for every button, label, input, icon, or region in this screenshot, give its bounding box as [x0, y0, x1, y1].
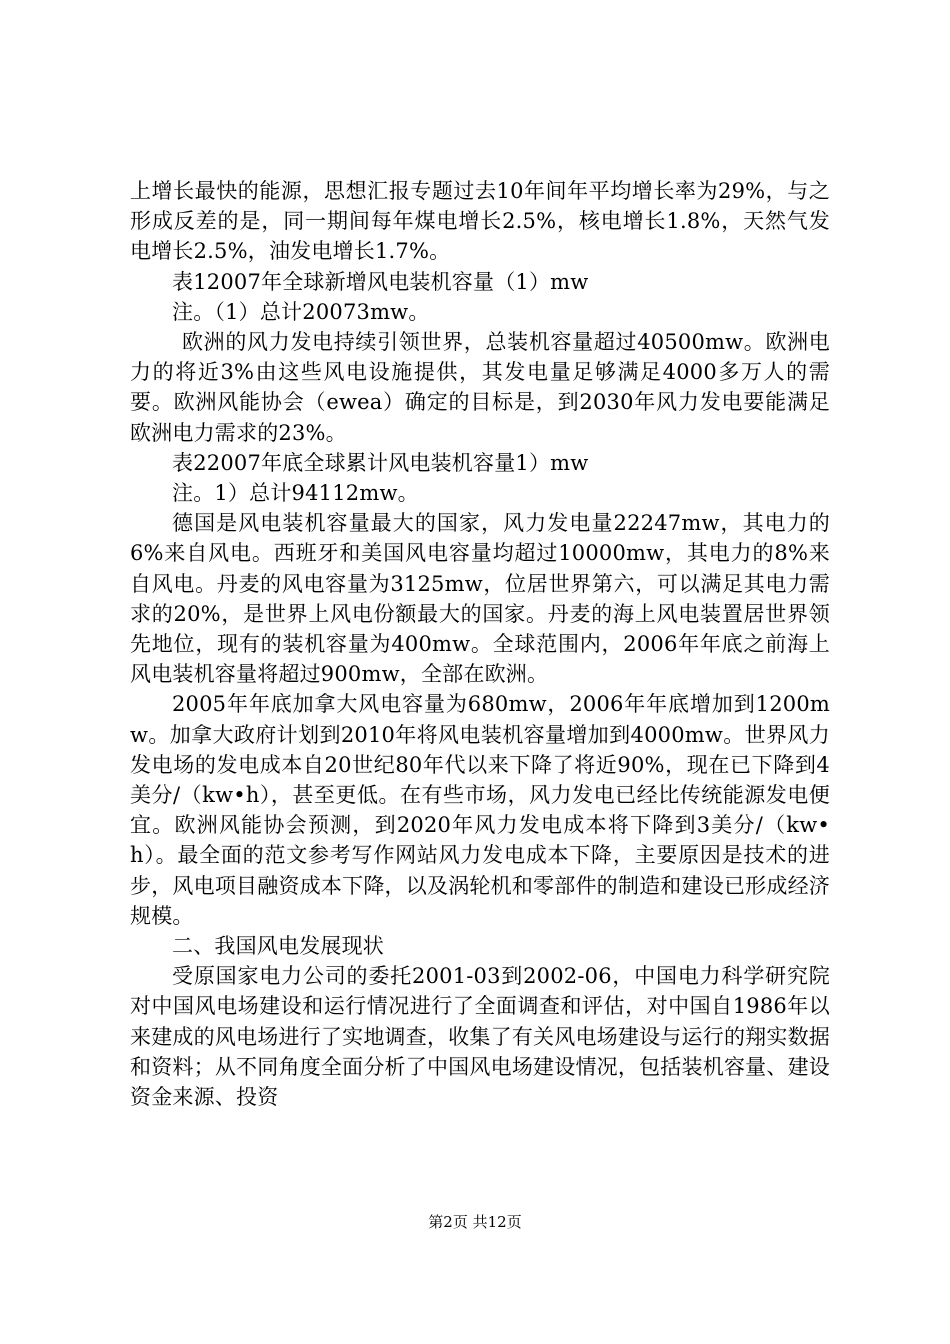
paragraph-energy-growth: 上增长最快的能源，思想汇报专题过去10年间年平均增长率为29%，与之形成反差的是，同一期间每年煤电增长2.5%，核电增长1.8%，天然气发电增长2.5%，油发电增长1.7%。	[130, 179, 830, 264]
table-caption-new-capacity: 表12007年全球新增风电装机容量（1）mw	[172, 269, 589, 294]
table-caption-cumulative-capacity: 表22007年底全球累计风电装机容量1）mw	[172, 450, 589, 475]
document-body	[130, 176, 830, 1112]
page-footer	[0, 1212, 950, 1232]
page-number: 第2页 共12页	[428, 1213, 522, 1231]
section-heading-china-status: 二、我国风电发展现状	[172, 934, 384, 959]
paragraph-germany-spain-denmark: 德国是风电装机容量最大的国家，风力发电量22247mw，其电力的6%来自风电。西班牙和美国风电容量均超过10000mw，其电力的8%来自风电。丹麦的风电容量为3125mw，位居世界第六，可以满足其电力需求的20%，是世界上风电份额最大的国家。丹麦的海上风电装置居世界领先地位，现有的装机容量为400mw。全球范围内，2006年年底之前海上风电装机容量将超过900mw，全部在欧洲。	[130, 511, 830, 687]
paragraph-china-survey: 受原国家电力公司的委托2001-03到2002-06，中国电力科学研究院对中国风电场建设和运行情况进行了全面调查和评估，对中国自1986年以来建成的风电场进行了实地调查，收集了有关风电场建设与运行的翔实数据和资料；从不同角度全面分析了中国风电场建设情况，包括装机容量、建设资金来源、投资	[130, 964, 830, 1110]
table-note-cumulative-capacity: 注。1）总计94112mw。	[172, 481, 419, 506]
paragraph-canada-cost: 2005年年底加拿大风电容量为680mw，2006年年底增加到1200mw。加拿大政府计划到2010年将风电装机容量增加到4000mw。世界风力发电场的发电成本自20世纪80年代以来下降了将近90%，现在已下降到4美分/（kw•h），甚至更低。在有些市场，风力发电已经比传统能源发电便宜。欧洲风能协会预测，到2020年风力发电成本将下降到3美分/（kw•h）。最全面的范文参考写作网站风力发电成本下降，主要原因是技术的进步，风电项目融资成本下降，以及涡轮机和零部件的制造和建设已形成经济规模。	[130, 692, 830, 928]
table-note-new-capacity: 注。（1）总计20073mw。	[172, 299, 430, 324]
paragraph-europe-wind: 欧洲的风力发电持续引领世界，总装机容量超过40500mw。欧洲电力的将近3%由这些风电设施提供，其发电量足够满足4000多万人的需要。欧洲风能协会（ewea）确定的目标是，到2030年风力发电要能满足欧洲电力需求的23%。	[130, 330, 830, 445]
